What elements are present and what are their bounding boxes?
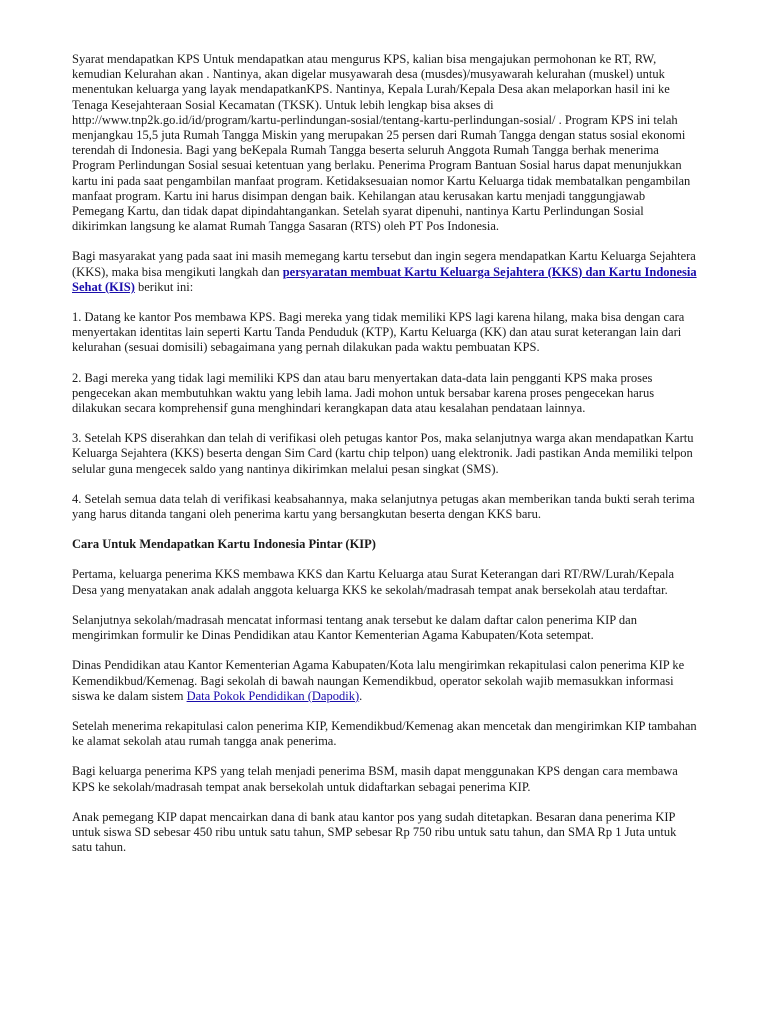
kks-intro-text: Bagi masyarakat yang pada saat ini masih memegang kartu tersebut dan ingin segera mendapatkan Kartu Keluarga Sejahtera (KKS), maka bisa mengikuti langkah dan	[72, 249, 696, 279]
kip-funds-paragraph: Anak pemegang KIP dapat mencairkan dana di bank atau kantor pos yang sudah ditetapkan. Besaran dana penerima KIP untuk siswa SD sebesar 450 ribu untuk satu tahun, SMP sebesar Rp 750 ribu untuk satu tahun, dan SMA Rp 1 Juta untuk satu tahun.	[72, 809, 677, 855]
kks-intro-paragraph	[72, 249, 698, 295]
kip-section-heading: Cara Untuk Mendapatkan Kartu Indonesia Pintar (KIP)	[72, 537, 376, 552]
kks-intro-suffix: berikut ini:	[134, 279, 194, 294]
step-2-paragraph: 2. Bagi mereka yang tidak lagi memiliki KPS dan atau baru menyertakan data-data lain pengganti KPS maka proses pengecekan akan membutuhkan waktu yang lebih lama. Jadi mohon untuk bersabar karena proses pengecekan harus dilakukan secara komprehensif guna menghindari kerangkapan data atau kesalahan pendataan lainnya.	[72, 370, 655, 416]
kip-dinas-suffix: .	[359, 688, 363, 703]
document-page	[72, 52, 698, 870]
kip-school-paragraph: Selanjutnya sekolah/madrasah mencatat informasi tentang anak tersebut ke dalam daftar calon penerima KIP dan mengirimkan formulir ke Dinas Pendidikan atau Kantor Kementerian Agama Kabupaten/Kota setempat.	[72, 612, 637, 643]
kip-first-paragraph: Pertama, keluarga penerima KKS membawa KKS dan Kartu Keluarga atau Surat Keterangan dari RT/RW/Lurah/Kepala Desa yang menyatakan anak adalah anggota keluarga KKS ke sekolah/madrasah tempat anak bersekolah atau terdaftar.	[72, 567, 675, 597]
kip-dinas-text: Dinas Pendidikan atau Kantor Kementerian Agama Kabupaten/Kota lalu mengirimkan rekapitulasi calon penerima KIP ke Kemendikbud/Kemenag. Bagi sekolah di bawah naungan Kemendikbud, operator sekolah wajib memasukkan informasi siswa ke dalam sistem	[72, 658, 685, 703]
dapodik-link[interactable]: Data Pokok Pendidikan (Dapodik)	[186, 688, 360, 703]
kip-print-paragraph: Setelah menerima rekapitulasi calon penerima KIP, Kemendikbud/Kemenag akan mencetak dan mengirimkan KIP tambahan ke alamat sekolah atau rumah tangga anak penerima.	[72, 718, 697, 749]
step-4-paragraph: 4. Setelah semua data telah di verifikasi keabsahannya, maka selanjutnya petugas akan memberikan tanda bukti serah terima yang harus ditanda tangani oleh penerima kartu yang bersangkutan beserta dengan KKS baru.	[72, 491, 695, 522]
step-1-paragraph: 1. Datang ke kantor Pos membawa KPS. Bagi mereka yang tidak memiliki KPS lagi karena hilang, maka bisa dengan cara menyertakan identitas lain seperti Kartu Tanda Penduduk (KTP), Kartu Keluarga (KK) dan atau surat keterangan lain dari kelurahan (sesuai domisili) sebagaimana yang pernah dilakukan pada waktu pembuatan KPS.	[72, 310, 685, 355]
kip-bsm-paragraph: Bagi keluarga penerima KPS yang telah menjadi penerima BSM, masih dapat menggunakan KPS dengan cara membawa KPS ke sekolah/madrasah tempat anak bersekolah untuk didaftarkan sebagai penerima KIP.	[72, 764, 678, 794]
step-3-paragraph: 3. Setelah KPS diserahkan dan telah di verifikasi oleh petugas kantor Pos, maka selanjutnya warga akan mendapatkan Kartu Keluarga Sejahtera (KKS) beserta dengan Sim Card (kartu chip telpon) uang elektronik. Jadi pastikan Anda memiliki telpon selular guna mengecek saldo yang nantinya dikirimkan melalui pesan singkat (SMS).	[72, 431, 694, 476]
kip-dinas-paragraph	[72, 658, 698, 704]
kps-requirements-paragraph: Syarat mendapatkan KPS Untuk mendapatkan atau mengurus KPS, kalian bisa mengajukan permohonan ke RT, RW, kemudian Kelurahan akan . Nantinya, akan digelar musyawarah desa (musdes)/musyawarah kelurahan (muskel) untuk menentukan keluarga yang layak mendapatkanKPS. Nantinya, Kepala Lurah/Kepala Desa akan melaporkan hasil ini ke Tenaga Kesejahteraan Sosial Kecamatan (TKSK). Untuk lebih lengkap bisa akses di http://www.tnp2k.go.id/id/program/kartu-perlindungan-sosial/tentang-kartu-perlindungan-sosial/ . Program KPS ini telah menjangkau 15,5 juta Rumah Tangga Miskin yang merupakan 25 persen dari Rumah Tangga dengan status sosial ekonomi terendah di Indonesia. Bagi yang beKepala Rumah Tangga beserta seluruh Anggota Rumah Tangga berhak menerima Program Perlindungan Sosial sesuai ketentuan yang berlaku. Penerima Program Bantuan Sosial harus dapat menunjukkan kartu ini pada saat pengambilan manfaat program. Ketidaksesuaian nomor Kartu Keluarga tidak membatalkan pengambilan manfaat program. Kartu ini harus disimpan dengan baik. Kehilangan atau kerusakan kartu menjadi tanggungjawab Pemegang Kartu, dan tidak dapat dipindahtangankan. Setelah syarat dipenuhi, nantinya Kartu Perlindungan Sosial dikirimkan langsung ke alamat Rumah Tangga Sasaran (RTS) oleh PT Pos Indonesia.	[72, 52, 691, 234]
kks-kis-requirements-link[interactable]: persyaratan membuat Kartu Keluarga Sejahtera (KKS) dan Kartu Indonesia Sehat (KIS)	[72, 264, 697, 294]
